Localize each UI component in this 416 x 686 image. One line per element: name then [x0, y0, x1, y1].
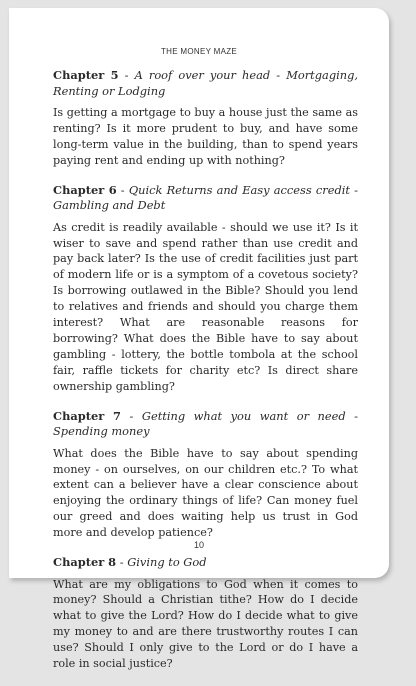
chapter-separator: - — [120, 408, 142, 423]
chapter-section — [53, 555, 358, 672]
chapter-separator: - — [116, 555, 128, 570]
page-number: 10 — [193, 540, 204, 550]
chapter-section — [53, 68, 358, 169]
chapter-number: Chapter 6 — [53, 182, 117, 197]
chapter-title: Quick Returns and Easy access credit - Gambling and Debt — [53, 182, 358, 213]
book-page — [9, 8, 389, 671]
chapter-separator: - — [118, 68, 135, 82]
chapter-section — [53, 183, 358, 395]
chapter-title: Giving to God — [127, 555, 207, 570]
chapter-section — [53, 409, 358, 541]
chapter-body: What does the Bible have to say about spending money - on ourselves, on our children etc.? To what extent can a believer have a clear conscience about enjoying the ordinary things of life? Can money fuel our greed and does waiting help us trust in God more and develop patience? — [53, 446, 358, 540]
chapter-heading — [53, 409, 358, 440]
chapter-heading — [53, 183, 358, 214]
chapter-heading — [53, 68, 358, 99]
chapter-number: Chapter 7 — [53, 408, 121, 423]
chapter-separator: - — [116, 182, 129, 197]
chapter-body: Is getting a mortgage to buy a house just the same as renting? Is it more prudent to buy, and have some long-term value in the building, than to spend years paying rent and ending up with nothing? — [53, 106, 358, 167]
chapter-number: Chapter 5 — [53, 68, 119, 82]
chapter-title: A roof over your head - Mortgaging, Renting or Lodging — [53, 68, 359, 98]
chapter-body: As credit is readily available - should we use it? Is it wiser to save and spend rather than use credit and pay back later? Is the use of credit facilities just part of modern life or is a symptom of a covetous society? Is borrowing outlawed in the Bible? Should you lend to relatives and friends and should you charge them interest? What are reasonable reasons for borrowing? What does the Bible have to say about gambling - lottery, the bottle tombola at the school fair, raffle tickets for charity etc? Is direct share ownership gambling? — [53, 220, 358, 393]
page-content — [53, 68, 358, 686]
chapter-number: Chapter 8 — [53, 555, 117, 570]
chapter-body: What are my obligations to God when it comes to money? Should a Christian tithe? How do I decide what to give the Lord? How do I decide what to give my money to and are there trustworthy routes I can use? Should I only give to the Lord or do I have a role in social justice? — [53, 577, 358, 671]
running-head: THE MONEY MAZE — [160, 47, 238, 56]
chapter-title: Getting what you want or need - Spending money — [53, 408, 358, 439]
chapter-heading — [53, 555, 358, 571]
